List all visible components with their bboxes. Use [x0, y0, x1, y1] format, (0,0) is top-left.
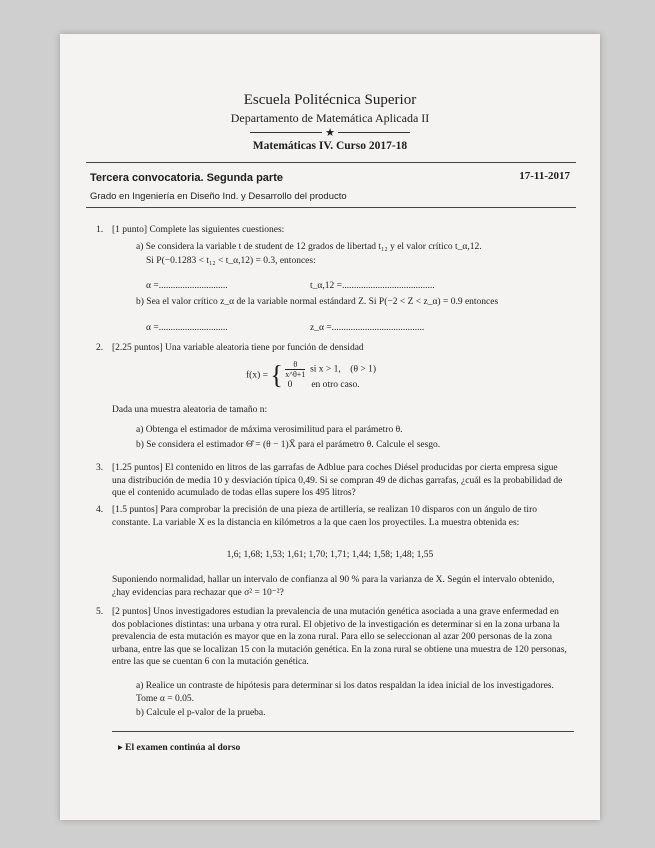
question-1b-blank-z: z_α =....................................... [310, 323, 425, 333]
question-4-text2: Suponiendo normalidad, hallar un intervalo de confianza al 90 % para la varianza de X. Según el intervalo obtenido, ¿hay evidencias para rechazar que σ² = 10⁻²? [112, 575, 555, 598]
ornament-line-right [338, 132, 410, 133]
question-1b: b) Sea el valor crítico z_α de la variable normal estándard Z. Si P(−2 < Z < z_α) = 0.9 entonces [136, 297, 499, 307]
question-5a: a) Realice un contraste de hipótesis para determinar si los datos respaldan la idea inicial de los investigadores. Tome α = 0.05. [136, 681, 554, 704]
question-4: 4. [1.5 puntos] Para comprobar la precisión de una pieza de artillería, se realizan 10 disparos con un ángulo de tiro constante. La variable X es la distancia en kilómetros a la que caen los proyectiles. La muestra obtenida es: [96, 505, 537, 528]
question-3-text: [1.25 puntos] El contenido en litros de las garrafas de Adblue para coches Diésel producidas por cierta empresa sigue una distribución de media 10 y desviación típica 0,49. Si se compran 49 de dichas garrafas, ¿cuál es la probabilidad de que el contenido acumulado de todas ellas supere los 495 litros? [112, 463, 563, 498]
question-1a: a) Se considera la variable t de student de 12 grados de libertad t₁₂ y el valor crítico t_α,12. [136, 242, 482, 252]
footer-note: ▸ El examen continúa al dorso [118, 743, 241, 753]
question-1b-blank-alpha: α =............................. [146, 323, 228, 333]
question-1a-line2: Si P(−0.1283 < t₁₂ < t_α,12) = 0.3, entonces: [146, 256, 316, 266]
question-4-text: [1.5 puntos] Para comprobar la precisión de una pieza de artillería, se realizan 10 disparos con un ángulo de tiro constante. La variable X es la distancia en kilómetros a la que caen los proyectiles. La muestra obtenida es: [112, 505, 537, 528]
exam-paper [60, 34, 600, 820]
question-1a-blank-t: t_α,12 =....................................... [310, 281, 435, 291]
exam-date: 17-11-2017 [519, 170, 570, 182]
header-rule-top [86, 162, 576, 163]
question-4-sample: 1,6; 1,68; 1,53; 1,61; 1,70; 1,71; 1,44; 1,58; 1,48; 1,55 [226, 550, 434, 560]
question-5-text: [2 puntos] Unos investigadores estudian la prevalencia de una mutación genética asociada a una grave enfermedad en dos poblaciones distintas: una urbana y otra rural. El objetivo de la investigación es determinar si en la zona urbana la prevalencia de esta mutación es mayor que en la zona rural. Para ello se seleccionan al azar 200 personas de la zona urbana, entre las que se localizan 15 con la mutación genética. En la zona rural se obtiene una muestra de 120 personas, entre las que se cuentan 6 con la mutación genética. [112, 607, 567, 667]
question-2a: a) Obtenga el estimador de máxima verosimilitud para el parámetro θ. [136, 425, 403, 435]
degree-name: Grado en Ingeniería en Diseño Ind. y Desarrollo del producto [90, 191, 347, 202]
course-title: Matemáticas IV. Curso 2017-18 [252, 140, 408, 152]
question-2-intro: Dada una muestra aleatoria de tamaño n: [112, 405, 268, 415]
question-1a-blank-alpha: α =............................. [146, 281, 228, 291]
department-name: Departamento de Matemática Aplicada II [230, 111, 430, 125]
question-1-text: [1 punto] Complete las siguientes cuestiones: [112, 225, 285, 235]
question-1: 1. [1 punto] Complete las siguientes cuestiones: [96, 225, 285, 235]
school-name: Escuela Politécnica Superior [243, 92, 417, 108]
footer-rule [112, 731, 574, 732]
question-2b: b) Se considera el estimador Θ̂ = (θ − 1)X̄ para el parámetro θ. Calcule el sesgo. [136, 440, 441, 450]
question-2: 2. [2.25 puntos] Una variable aleatoria tiene por función de densidad [96, 343, 364, 353]
question-3: 3. [1.25 puntos] El contenido en litros de las garrafas de Adblue para coches Diésel producidas por cierta empresa sigue una distribución de media 10 y desviación típica 0,49. Si se compran 49 de dichas garrafas, ¿cuál es la probabilidad de que el contenido acumulado de todas ellas supere los 495 litros? [96, 463, 563, 498]
density-formula: f(x) = { $\frac{\theta}{x\^{}\theta+1}$ si x > 1, (θ > 1) 0 en otro caso. [246, 360, 377, 390]
question-2-text: [2.25 puntos] Una variable aleatoria tiene por función de densidad [112, 343, 364, 353]
question-5b: b) Calcule el p-valor de la prueba. [136, 708, 266, 718]
header-rule-bottom [86, 207, 576, 208]
exam-title: Tercera convocatoria. Segunda parte [90, 172, 283, 184]
star-ornament: ★ [325, 127, 335, 139]
question-5: 5. [2 puntos] Unos investigadores estudian la prevalencia de una mutación genética asociada a una grave enfermedad en dos poblaciones distintas: una urbana y otra rural. El objetivo de la investigación es determinar si en la zona urbana la prevalencia de esta mutación es mayor que en la zona rural. Para ello se seleccionan al azar 200 personas de la zona urbana, entre las que se localizan 15 con la mutación genética. En la zona rural se obtiene una muestra de 120 personas, entre las que se cuentan 6 con la mutación genética. [96, 607, 567, 667]
